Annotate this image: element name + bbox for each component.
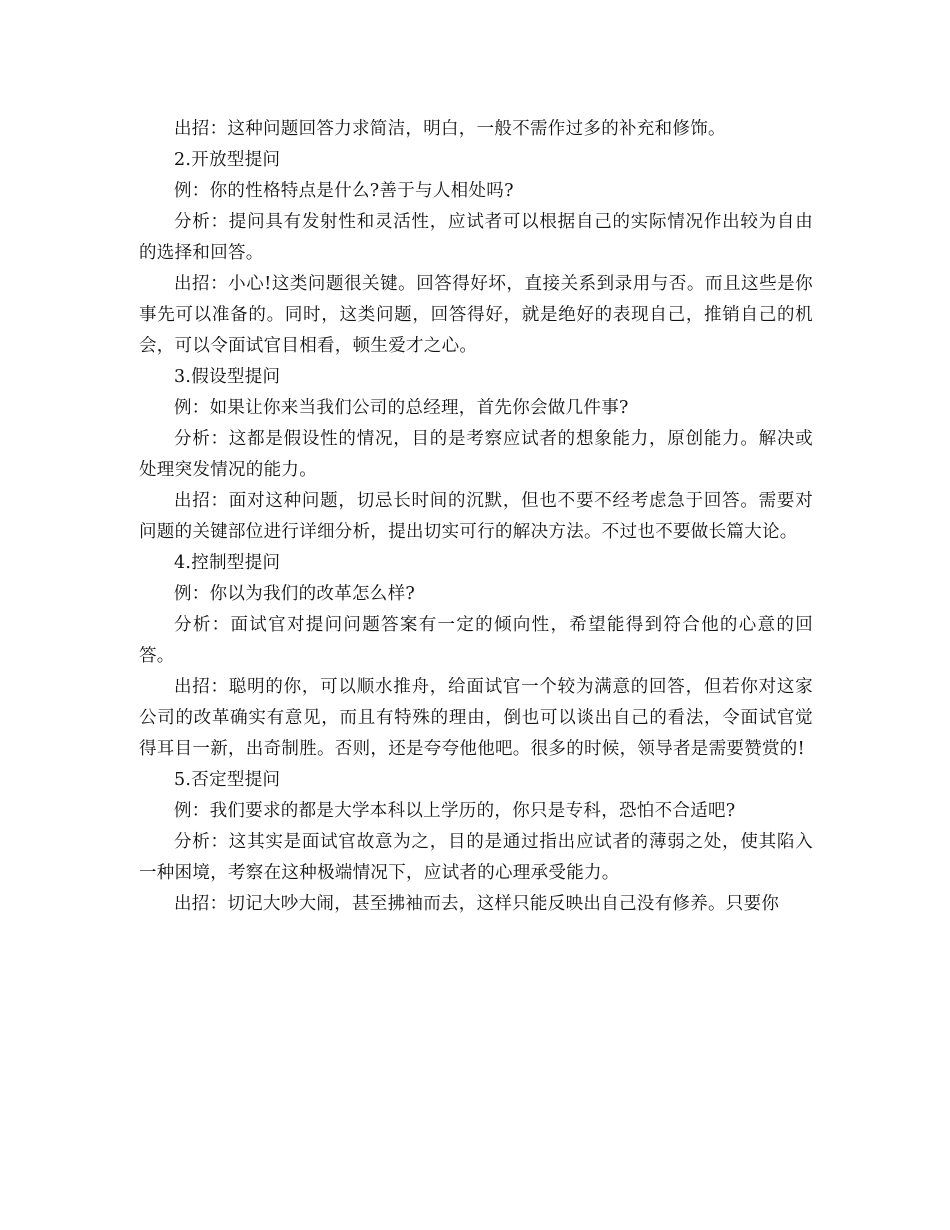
- paragraph-analysis: 分析：这其实是面试官故意为之，目的是通过指出应试者的薄弱之处，使其陷入一种困境，考察在这种极端情况下，应试者的心理承受能力。: [139, 832, 813, 883]
- section-heading-open-question: 2.开放型提问: [174, 150, 281, 170]
- paragraph-example: 例：你以为我们的改革怎么样?: [174, 584, 416, 604]
- paragraph-answer-tip: 出招：这种问题回答力求简洁，明白，一般不需作过多的补充和修饰。: [174, 119, 726, 139]
- section-heading-hypothetical-question: 3.假设型提问: [174, 367, 281, 387]
- paragraph-analysis: 分析：提问具有发射性和灵活性，应试者可以根据自己的实际情况作出较为自由的选择和回答。: [139, 212, 813, 263]
- paragraph-answer-tip: 出招：小心!这类问题很关键。回答得好坏，直接关系到录用与否。而且这些是你事先可以准备的。同时，这类问题，回答得好，就是绝好的表现自己，推销自己的机会，可以令面试官目相看，顿生爱才之心。: [139, 274, 813, 356]
- paragraph-answer-tip: 出招：聪明的你，可以顺水推舟，给面试官一个较为满意的回答，但若你对这家公司的改革确实有意见，而且有特殊的理由，倒也可以谈出自己的看法，令面试官觉得耳目一新，出奇制胜。否则，还是夸夸他他吧。很多的时候，领导者是需要赞赏的!: [139, 677, 813, 759]
- section-heading-negative-question: 5.否定型提问: [174, 770, 281, 790]
- paragraph-answer-tip: 出招：面对这种问题，切忌长时间的沉默，但也不要不经考虑急于回答。需要对问题的关键部位进行详细分析，提出切实可行的解决方法。不过也不要做长篇大论。: [139, 491, 813, 542]
- document-body: [139, 114, 813, 920]
- paragraph-example: 例：如果让你来当我们公司的总经理，首先你会做几件事?: [174, 398, 629, 418]
- paragraph-answer-tip: 出招：切记大吵大闹，甚至拂袖而去，这样只能反映出自己没有修养。只要你: [174, 894, 780, 914]
- paragraph-analysis: 分析：这都是假设性的情况，目的是考察应试者的想象能力，原创能力。解决或处理突发情况的能力。: [139, 429, 813, 480]
- paragraph-example: 例：我们要求的都是大学本科以上学历的，你只是专科，恐怕不合适吧?: [174, 801, 736, 821]
- section-heading-controlled-question: 4.控制型提问: [174, 553, 281, 573]
- paragraph-analysis: 分析：面试官对提问问题答案有一定的倾向性，希望能得到符合他的心意的回答。: [139, 615, 813, 666]
- paragraph-example: 例：你的性格特点是什么?善于与人相处吗?: [174, 181, 514, 201]
